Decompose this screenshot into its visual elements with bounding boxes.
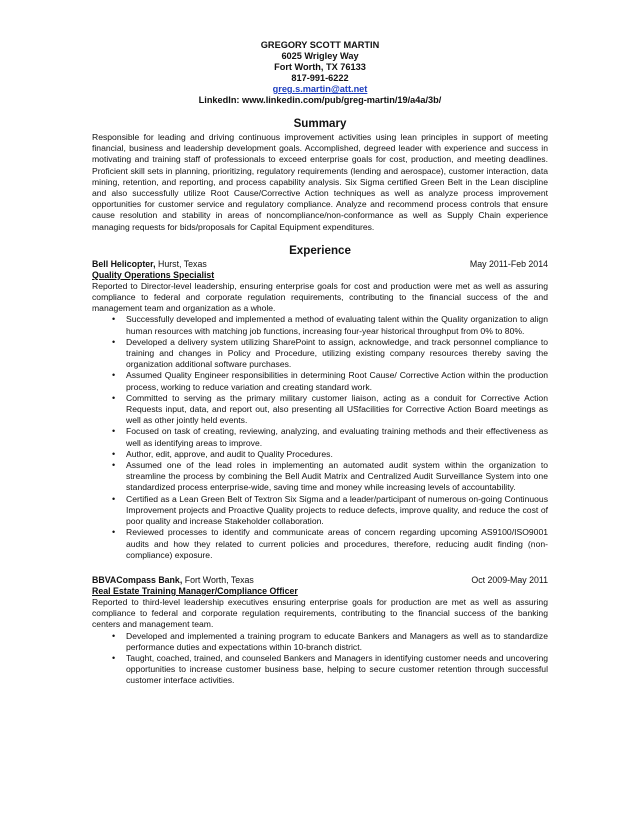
experience-heading: Experience [289, 243, 351, 257]
summary-text: Responsible for leading and driving continuous improvement activities using lean principles in support of meeting financial, business and leadership development goals. Accomplished, degreed leader with experience and success in motivating and training staff of professionals to exceed enterprise goals for cost, production, and meeting deadlines. Proficient skill sets in planning, prioritizing, regulatory requirements (lending and aerospace), customer interaction, data mining, retention, and reporting, and process capability analysis. Six Sigma certified Green Belt in the Lean discipline and also successfully utilize Root Cause/Corrective Action techniques as well as analyze process improvement opportunities for customer service and regulatory compliance. Analyze and recommend process controls that ensure cause resolution and stability in areas of noncompliance/non-conformance as well as Supply Chain experience managing requests for bids/proposals for Capital Equipment expenditures. [92, 132, 548, 232]
job-header [92, 259, 548, 270]
company-name: Bell Helicopter, [92, 258, 156, 269]
email-link[interactable]: greg.s.martin@att.net [272, 84, 368, 94]
job-intro: Reported to third-level leadership executives ensuring enterprise goals for production are met as well as assuring compliance to federal and corporate regulation requirements, contributing to the financial success of the banking centers and management team. [92, 596, 548, 630]
job-bullet: • Certified as a Lean Green Belt of Textron Six Sigma and a leader/participant of numerous on-going Continuous Improvement projects and Proactive Quality projects to reduce defects, improve quality, and reduce the cost of poor quality and increase Stakeholder collaboration. [92, 494, 548, 528]
company-location: Fort Worth, Texas [182, 574, 254, 585]
contact-header [92, 40, 548, 106]
job-title: Quality Operations Specialist [92, 269, 215, 280]
job-intro: Reported to Director-level leadership, ensuring enterprise goals for cost and production were met as well as assuring compliance to federal and corporate regulation requirements, contributing to the financial success of the and management team and organization as a whole. [92, 280, 548, 314]
job-bullet: • Author, edit, approve, and audit to Quality Procedures. [92, 449, 548, 460]
job-dates: Oct 2009-May 2011 [471, 574, 548, 585]
company-name: BBVACompass Bank, [92, 574, 183, 585]
job-bullet: • Developed and implemented a training program to educate Bankers and Managers as well as to standardize performance duties and expectations within 10-branch district. [92, 631, 548, 653]
job-dates: May 2011-Feb 2014 [469, 258, 548, 269]
job-bullet-list [92, 631, 548, 687]
job-bullet: • Successfully developed and implemented a method of evaluating talent within the Quality organization to align human resources with matching job functions, increasing four-year historical throughput from 0% to 80%. [92, 314, 548, 336]
job-entry-bell [92, 259, 548, 561]
job-bullet: • Reviewed processes to identify and communicate areas of concern regarding upcoming AS9100/ISO9001 audits and how they related to current policies and procedures, therefore, reducing audit finding (non-compliance) exposure. [92, 527, 548, 561]
job-title: Real Estate Training Manager/Compliance Officer [92, 585, 298, 596]
summary-heading: Summary [293, 117, 347, 130]
job-bullet: • Assumed Quality Engineer responsibilities in determining Root Cause/ Corrective Action within the production process, working to reduce variation and creating standard work. [92, 370, 548, 392]
job-bullet-list [92, 314, 548, 560]
job-bullet: • Developed a delivery system utilizing SharePoint to assign, acknowledge, and track personnel compliance to training and changes in Policy and Procedure, utilizing existing company resources thereby saving the organization additional software purchases. [92, 337, 548, 371]
job-bullet: • Assumed one of the lead roles in implementing an automated audit system within the organization to streamline the process by combining the Bell Audit Matrix and Centralized Audit Surveillance System into one standardized process enterprise-wide, saving time and money while increasing levels of accountability. [92, 460, 548, 494]
job-header [92, 575, 548, 586]
city-state-zip: Fort Worth, TX 76133 [274, 62, 366, 72]
job-entry-bbva [92, 575, 548, 687]
street-address: 6025 Wrigley Way [281, 51, 359, 61]
job-bullet: • Taught, coached, trained, and counseled Bankers and Managers in identifying customer needs and uncovering opportunities to increase customer business base, helping to secure customer retention through successful customer interface activities. [92, 653, 548, 687]
resume-page [92, 40, 548, 687]
linkedin-url: LinkedIn: www.linkedin.com/pub/greg-martin/19/a4a/3b/ [198, 95, 442, 105]
job-bullet: • Committed to serving as the primary military customer liaison, acting as a conduit for Corrective Action Requests input, data, and report out, also presenting all USfacilities for Corrective Action Board meetings as well as other jointly held events. [92, 393, 548, 427]
job-bullet: • Focused on task of creating, reviewing, analyzing, and evaluating training methods and their effectiveness as well as identifying areas to improve. [92, 426, 548, 448]
person-name: GREGORY SCOTT MARTIN [260, 40, 380, 50]
phone-number: 817-991-6222 [291, 73, 349, 83]
company-location: Hurst, Texas [155, 258, 207, 269]
